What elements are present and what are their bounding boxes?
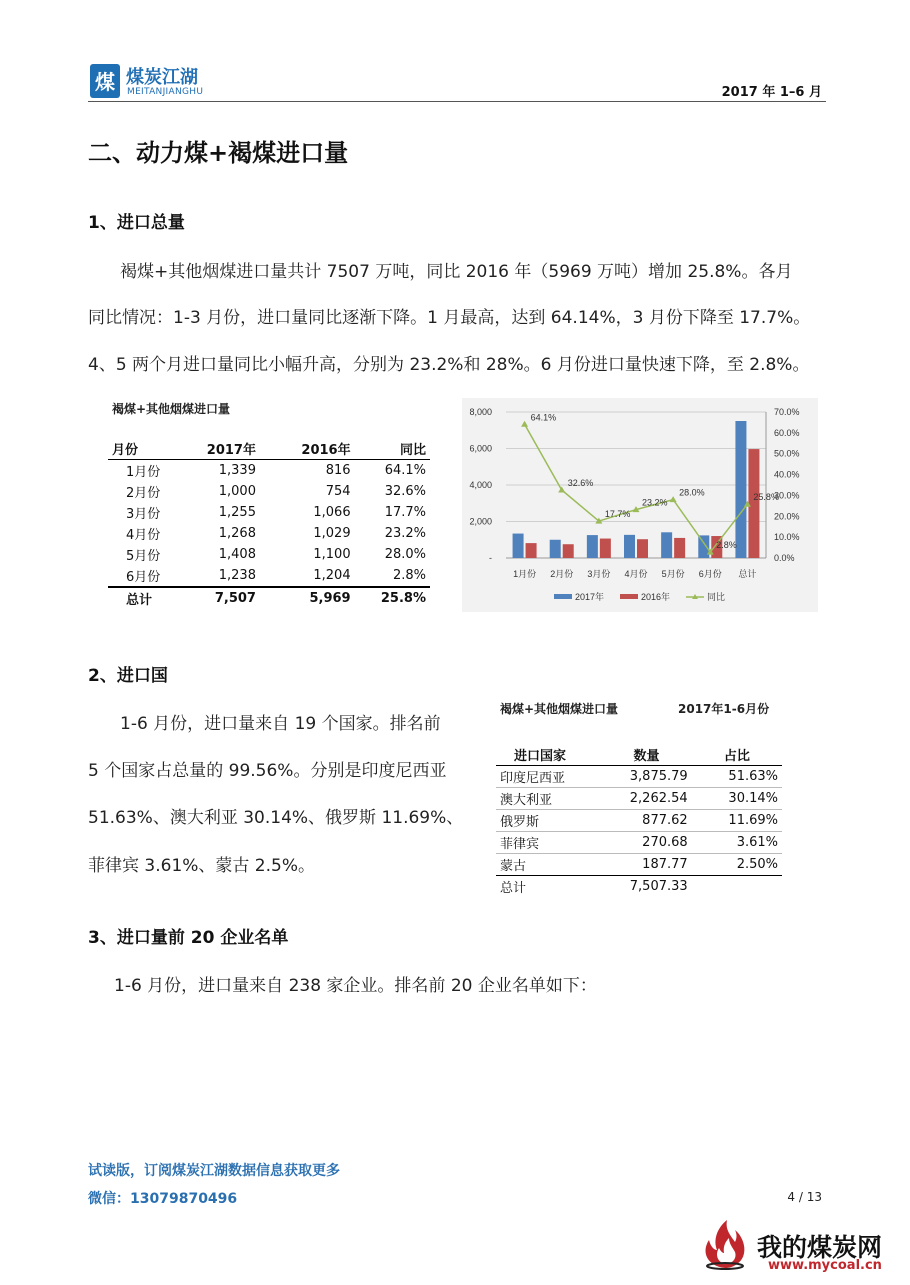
table-cell: 2,262.54 [629,791,688,806]
table1-title: 褐煤+其他烟煤进口量 [112,402,231,416]
table-cell: 总计 [126,593,153,608]
x-tick-label: 5月份 [661,569,685,579]
table-cell: 3,875.79 [629,769,688,784]
table-cell: 7,507 [214,591,256,606]
table-cell: 28.0% [384,547,426,562]
monthly-import-table [108,438,430,609]
page-number: 4 / 13 [787,1190,822,1204]
table-row [108,523,430,544]
table-cell [692,876,782,898]
x-tick-label: 6月份 [698,569,722,579]
logo-subtitle: MEITANJIANGHU [127,87,204,97]
page-title: 二、动力煤+褐煤进口量 [88,139,349,167]
table2-title: 褐煤+其他烟煤进口量 [500,702,619,716]
x-tick-label: 总计 [738,569,757,579]
bar-2017 [624,535,635,558]
y-tick-label: 6,000 [469,443,492,454]
bar-2016 [600,539,611,558]
table-cell: 5月份 [126,549,161,564]
brand-url: www.mycoal.cn [768,1258,882,1273]
section2-para-line-2: 5 个国家占总量的 99.56%。分别是印度尼西亚 [88,761,447,781]
section3-para: 1-6 月份，进口量来自 238 家企业。排名前 20 企业名单如下： [114,976,597,996]
table-cell: 754 [325,484,351,499]
table-total-row [108,587,430,609]
col-header: 月份 [112,443,139,458]
section1-para-line-1: 褐煤+其他烟煤进口量共计 7507 万吨，同比 2016 年（5969 万吨）增加 25.8%。各月 [120,262,793,282]
table-cell: 2月份 [126,486,161,501]
flame-logo-icon [697,1216,753,1272]
table-cell: 17.7% [384,505,426,520]
table-cell: 23.2% [384,526,426,541]
section1-heading: 1、进口总量 [88,213,185,233]
section3-heading: 3、进口量前 20 企业名单 [88,928,289,948]
bar-2017 [513,534,524,558]
col-header: 进口国家 [514,749,567,764]
section2-para-line-4: 菲律宾 3.61%、蒙古 2.5%。 [88,856,316,876]
table-cell: 816 [325,463,351,478]
table-cell: 187.77 [642,857,688,872]
table-cell: 澳大利亚 [500,793,553,808]
table-row [496,788,782,810]
bar-2017 [735,421,746,558]
table-cell: 印度尼西亚 [500,771,566,786]
table-cell: 4月份 [126,528,161,543]
bar-2017 [550,540,561,558]
table-cell: 11.69% [728,813,778,828]
table-cell: 1,066 [313,505,351,520]
table-cell: 25.8% [380,591,426,606]
brand-name: 我的煤炭网 [757,1233,883,1262]
y-tick-label: 2,000 [469,516,492,527]
footer-wechat: 微信：13079870496 [88,1191,238,1207]
bar-2016 [526,543,537,558]
data-label: 28.0% [679,487,705,498]
table-row [108,460,430,482]
legend-swatch [620,594,638,599]
table-cell: 菲律宾 [500,837,540,852]
bar-2016 [748,449,759,558]
data-label: 25.8% [753,492,779,503]
y2-tick-label: 60.0% [774,427,800,438]
table-cell: 3.61% [736,835,778,850]
table-cell: 1,255 [218,505,256,520]
section1-para-line-2: 同比情况：1-3 月份，进口量同比逐渐下降。1 月最高，达到 64.14%，3 月份下降至 17.7%。 [88,308,811,328]
y-tick-label: 4,000 [469,480,492,490]
table-cell: 2.8% [392,568,426,583]
country-import-table [496,744,782,897]
chart-background [462,398,818,612]
section2-para-line-1: 1-6 月份，进口量来自 19 个国家。排名前 [120,714,441,734]
table-cell: 1,408 [218,547,256,562]
bar-2017 [661,532,672,558]
table-cell: 5,969 [309,591,351,606]
table-cell: 1月份 [126,465,161,480]
bar-2016 [674,538,685,558]
x-tick-label: 1月份 [513,569,537,579]
bar-2017 [587,535,598,558]
data-label: 2.8% [716,540,737,551]
table-cell: 7,507.33 [629,879,688,894]
logo-glyph: 煤 [95,70,115,94]
table-row [496,810,782,832]
col-header: 2016年 [301,443,351,458]
table-cell: 1,204 [313,568,351,583]
x-tick-label: 2月份 [550,569,574,579]
table-cell: 总计 [500,881,527,896]
logo-mark [90,64,120,98]
col-header: 同比 [399,443,426,458]
col-header: 数量 [633,749,660,764]
data-label: 17.7% [604,509,631,520]
data-label: 32.6% [567,478,594,489]
legend-label: 2017年 [575,592,605,602]
legend-swatch [554,594,572,599]
legend-label: 同比 [707,592,726,602]
footer-promo: 试读版，订阅煤炭江湖数据信息获取更多 [88,1163,340,1179]
header-divider [88,101,826,102]
table-cell: 1,238 [218,568,256,583]
y2-tick-label: 10.0% [774,532,800,543]
table-cell: 32.6% [384,484,426,499]
table-row [496,832,782,854]
col-header: 占比 [723,749,750,764]
table-cell: 1,029 [313,526,351,541]
bar-2016 [637,539,648,558]
table-cell: 877.62 [642,813,688,828]
section2-para-line-3: 51.63%、澳大利亚 30.14%、俄罗斯 11.69%、 [88,808,464,828]
table-cell: 俄罗斯 [500,815,540,830]
table-cell: 1,100 [313,547,351,562]
data-label: 64.1% [530,412,557,423]
section2-heading: 2、进口国 [88,666,168,686]
table-row [108,481,430,502]
table-cell: 6月份 [126,570,161,585]
table-row [108,502,430,523]
col-header: 2017年 [206,443,256,458]
table-row [108,544,430,565]
header-date: 2017 年 1–6 月 [721,85,822,100]
y2-tick-label: 30.0% [774,490,800,501]
table-cell: 64.1% [384,463,426,478]
table-row [496,766,782,788]
table-cell: 1,268 [218,526,256,541]
y2-tick-label: 20.0% [774,511,800,522]
y2-tick-label: 0.0% [774,553,795,563]
y-tick-label: - [489,553,492,563]
table-cell: 270.68 [642,835,688,850]
table-cell: 1,339 [218,463,256,478]
y2-tick-label: 40.0% [774,469,800,480]
legend-label: 2016年 [641,592,671,602]
bar-2016 [563,544,574,558]
logo-name: 煤炭江湖 [126,67,198,88]
table-row [496,854,782,876]
y-tick-label: 8,000 [469,407,492,417]
x-tick-label: 3月份 [587,569,611,579]
y2-tick-label: 70.0% [774,407,800,417]
table-row [108,565,430,587]
table-total-row [496,876,782,898]
table-cell: 2.50% [736,857,778,872]
table-cell: 51.63% [728,769,778,784]
table-cell: 1,000 [218,484,256,499]
table2-period: 2017年1-6月份 [678,702,770,716]
import-volume-chart [462,398,818,612]
table-cell: 蒙古 [500,859,527,874]
y2-tick-label: 50.0% [774,448,800,459]
x-tick-label: 4月份 [624,569,648,579]
table-cell: 30.14% [728,791,778,806]
table-cell: 3月份 [126,507,161,522]
section1-para-line-3: 4、5 两个月进口量同比小幅升高，分别为 23.2%和 28%。6 月份进口量快速下降，至 2.8%。 [88,355,810,375]
data-label: 23.2% [642,497,668,508]
